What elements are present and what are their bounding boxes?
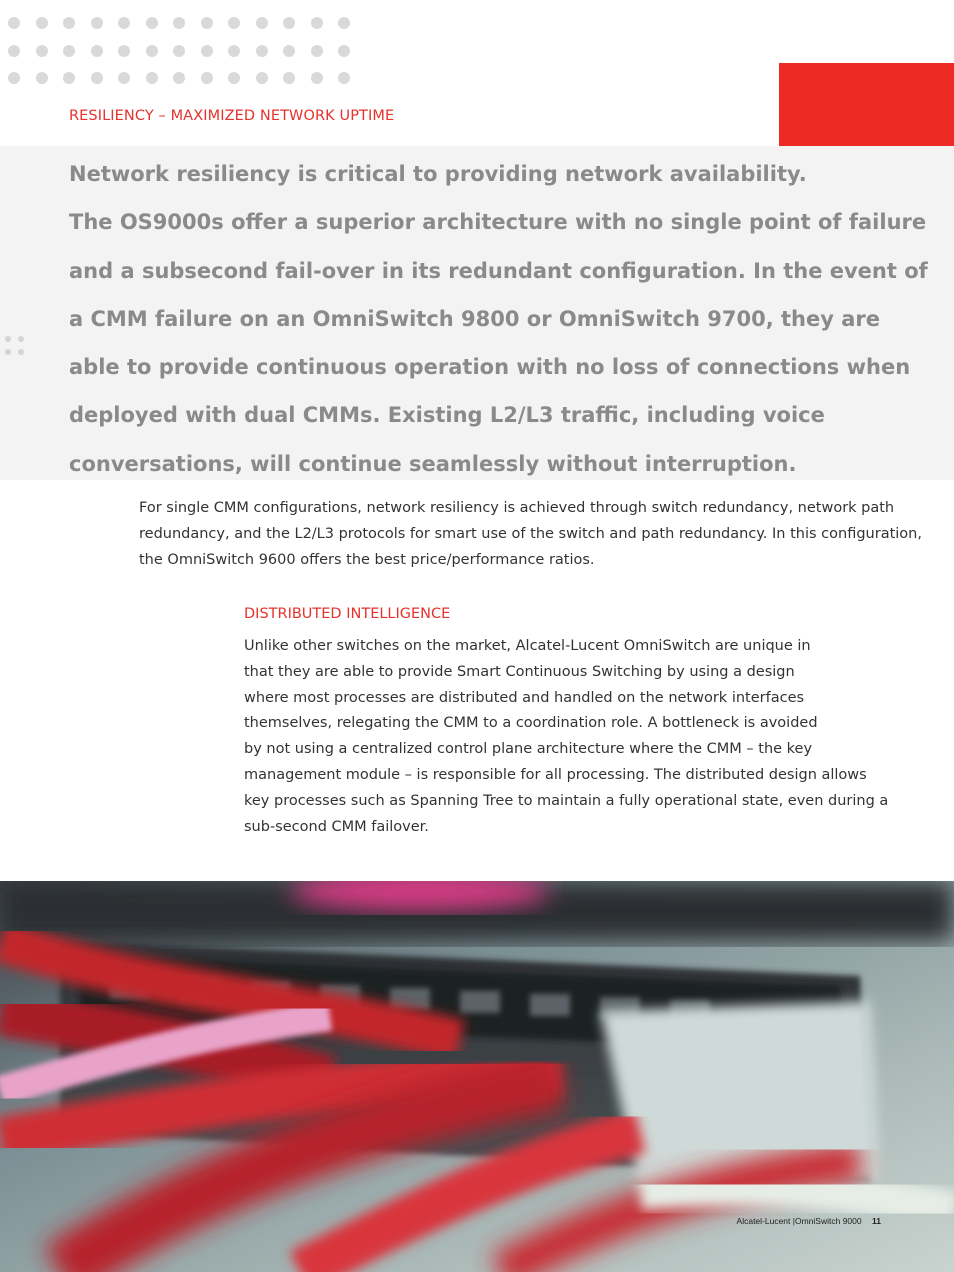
decorative-dot xyxy=(228,72,240,84)
decorative-dot xyxy=(146,17,158,29)
footer-product: OmniSwitch 9000 xyxy=(795,1216,862,1226)
paragraph-line: For single CMM configurations, network resiliency is achieved through switch redundancy, network path xyxy=(139,500,895,516)
decorative-dot xyxy=(118,17,130,29)
decorative-dot xyxy=(36,72,48,84)
section-title: RESILIENCY – MAXIMIZED NETWORK UPTIME xyxy=(69,108,395,124)
decorative-dot xyxy=(91,17,103,29)
decorative-dot xyxy=(256,72,268,84)
paragraph-line: themselves, relegating the CMM to a coordination role. A bottleneck is avoided xyxy=(244,715,818,732)
decorative-dot xyxy=(173,45,185,57)
decorative-dot xyxy=(91,45,103,57)
decorative-dot xyxy=(63,45,75,57)
decorative-dot xyxy=(8,17,20,29)
decorative-dot xyxy=(256,45,268,57)
paragraph-line: management module – is responsible for all processing. The distributed design allows xyxy=(244,766,867,783)
decorative-dot xyxy=(8,72,20,84)
lead-line: The OS9000s offer a superior architecture with no single point of failure xyxy=(69,210,927,235)
decorative-dot-grid-top xyxy=(8,17,350,84)
decorative-dot xyxy=(201,17,213,29)
paragraph-line: where most processes are distributed and handled on the network interfaces xyxy=(244,689,805,706)
decorative-dot xyxy=(201,45,213,57)
decorative-dot xyxy=(228,45,240,57)
decorative-dot xyxy=(338,45,350,57)
decorative-dot xyxy=(311,17,323,29)
subsection-title: DISTRIBUTED INTELLIGENCE xyxy=(244,606,451,622)
footer-separator: | xyxy=(792,1216,795,1226)
decorative-dot xyxy=(36,45,48,57)
decorative-dot xyxy=(173,72,185,84)
footer-brand: Alcatel-Lucent xyxy=(736,1216,791,1226)
decorative-dot xyxy=(338,72,350,84)
decorative-dot xyxy=(338,17,350,29)
decorative-dot xyxy=(311,72,323,84)
distributed-paragraph xyxy=(244,634,894,840)
lead-line: deployed with dual CMMs. Existing L2/L3 traffic, including voice xyxy=(69,403,825,428)
decorative-dot xyxy=(256,17,268,29)
network-cables-photo xyxy=(0,881,954,1272)
decorative-dot xyxy=(63,17,75,29)
lead-line: and a subsecond fail-over in its redundant configuration. In the event of xyxy=(69,258,928,283)
paragraph-line: by not using a centralized control plane architecture where the CMM – the key xyxy=(244,741,813,758)
decorative-dot xyxy=(146,45,158,57)
decorative-dot xyxy=(283,72,295,84)
decorative-dot xyxy=(63,72,75,84)
lead-line: a CMM failure on an OmniSwitch 9800 or OmniSwitch 9700, they are xyxy=(69,306,880,331)
decorative-dot xyxy=(91,72,103,84)
decorative-dot xyxy=(228,17,240,29)
decorative-dot-grid-side xyxy=(5,336,24,355)
intro-paragraph xyxy=(139,496,929,573)
decorative-dot xyxy=(36,17,48,29)
paragraph-line: redundancy, and the L2/L3 protocols for smart use of the switch and path redundancy. In this configuration, xyxy=(139,525,922,542)
lead-line: Network resiliency is critical to providing network availability. xyxy=(69,162,807,186)
lead-line: conversations, will continue seamlessly without interruption. xyxy=(69,451,797,476)
decorative-dot xyxy=(118,45,130,57)
lead-statement xyxy=(69,150,928,488)
decorative-dot xyxy=(173,17,185,29)
decorative-dot xyxy=(283,45,295,57)
decorative-dot xyxy=(146,72,158,84)
paragraph-line: sub-second CMM failover. xyxy=(244,818,429,835)
paragraph-line: Unlike other switches on the market, Alcatel-Lucent OmniSwitch are unique in xyxy=(244,638,811,654)
paragraph-line: key processes such as Spanning Tree to maintain a fully operational state, even during a xyxy=(244,792,889,809)
lead-line: able to provide continuous operation with no loss of connections when xyxy=(69,355,911,380)
page-number: 11 xyxy=(872,1216,881,1226)
decorative-dot xyxy=(311,45,323,57)
decorative-dot xyxy=(201,72,213,84)
paragraph-line: that they are able to provide Smart Continuous Switching by using a design xyxy=(244,663,795,680)
page-footer xyxy=(737,1216,881,1226)
decorative-dot xyxy=(8,45,20,57)
paragraph-line: the OmniSwitch 9600 offers the best price/performance ratios. xyxy=(139,551,595,568)
decorative-dot xyxy=(118,72,130,84)
decorative-dot xyxy=(283,17,295,29)
